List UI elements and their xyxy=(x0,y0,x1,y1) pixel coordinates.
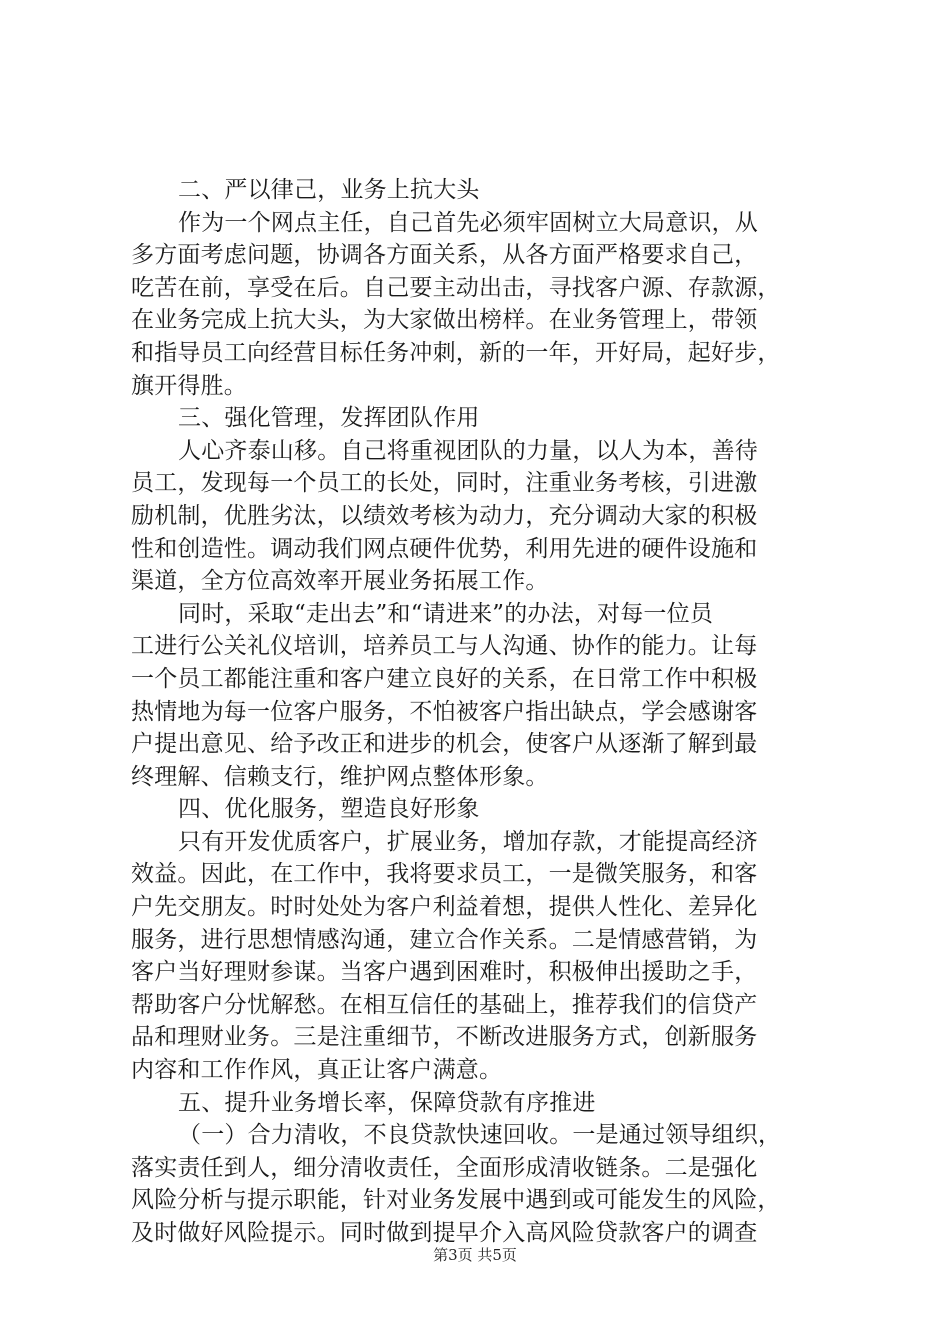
text-line: 三、强化管理，发挥团队作用 xyxy=(178,405,480,432)
text-line: 落实责任到人，细分清收责任，全面形成清收链条。二是强化 xyxy=(131,1154,758,1181)
text-line: 及时做好风险提示。同时做到提早介入高风险贷款客户的调查 xyxy=(131,1220,758,1246)
text-line: 性和创造性。调动我们网点硬件优势，利用先进的硬件设施和 xyxy=(131,535,758,562)
text-line: 终理解、信赖支行，维护网点整体形象。 xyxy=(131,763,549,790)
text-line: 人心齐泰山移。自己将重视团队的力量，以人为本，善待 xyxy=(178,437,758,464)
page-footer: 第3页 共5页 xyxy=(433,1246,517,1264)
text-line: 户先交朋友。时时处处为客户利益着想，提供人性化、差异化 xyxy=(131,894,758,921)
text-line: 作为一个网点主任，自己首先必须牢固树立大局意识，从 xyxy=(178,209,758,236)
text-line: 渠道，全方位高效率开展业务拓展工作。 xyxy=(131,568,549,595)
text-line: 帮助客户分忧解愁。在相互信任的基础上，推荐我们的信贷产 xyxy=(131,991,758,1018)
text-line: 四、优化服务，塑造良好形象 xyxy=(178,796,480,823)
text-line: 和指导员工向经营目标任务冲刺，新的一年，开好局，起好步， xyxy=(131,339,781,366)
text-line: 一个员工都能注重和客户建立良好的关系，在日常工作中积极 xyxy=(131,665,758,692)
text-line: 五、提升业务增长率，保障贷款有序推进 xyxy=(178,1089,596,1116)
text-line: 二、严以律己，业务上抗大头 xyxy=(178,177,480,203)
text-line: 风险分析与提示职能，针对业务发展中遇到或可能发生的风险， xyxy=(131,1187,781,1214)
text-line: 内容和工作作风，真正让客户满意。 xyxy=(131,1057,503,1084)
text-line: 户提出意见、给予改正和进步的机会，使客户从逐渐了解到最 xyxy=(131,731,758,758)
text-line: 只有开发优质客户，扩展业务，增加存款，才能提高经济 xyxy=(178,828,758,855)
text-line: 励机制，优胜劣汰，以绩效考核为动力，充分调动大家的积极 xyxy=(131,502,758,529)
text-line: 效益。因此，在工作中，我将要求员工，一是微笑服务，和客 xyxy=(131,861,758,888)
text-line: 工进行公关礼仪培训，培养员工与人沟通、协作的能力。让每 xyxy=(131,633,758,660)
text-line: 吃苦在前，享受在后。自己要主动出击，寻找客户源、存款源， xyxy=(131,274,781,301)
text-line: 多方面考虑问题，协调各方面关系，从各方面严格要求自己， xyxy=(131,242,758,269)
document-body xyxy=(131,174,831,1250)
text-line: （一）合力清收，不良贷款快速回收。一是通过领导组织， xyxy=(178,1122,782,1149)
text-line: 客户当好理财参谋。当客户遇到困难时，积极伸出援助之手， xyxy=(131,959,758,986)
text-line: 同时，采取“走出去”和“请进来”的办法，对每一位员 xyxy=(178,600,714,627)
text-line: 品和理财业务。三是注重细节，不断改进服务方式，创新服务 xyxy=(131,1024,758,1051)
text-line: 服务，进行思想情感沟通，建立合作关系。二是情感营销，为 xyxy=(131,926,758,953)
text-line: 热情地为每一位客户服务，不怕被客户指出缺点，学会感谢客 xyxy=(131,698,758,725)
text-line: 在业务完成上抗大头，为大家做出榜样。在业务管理上，带领 xyxy=(131,307,758,334)
text-line: 旗开得胜。 xyxy=(131,372,247,399)
text-line: 员工，发现每一个员工的长处，同时，注重业务考核，引进激 xyxy=(131,470,758,497)
